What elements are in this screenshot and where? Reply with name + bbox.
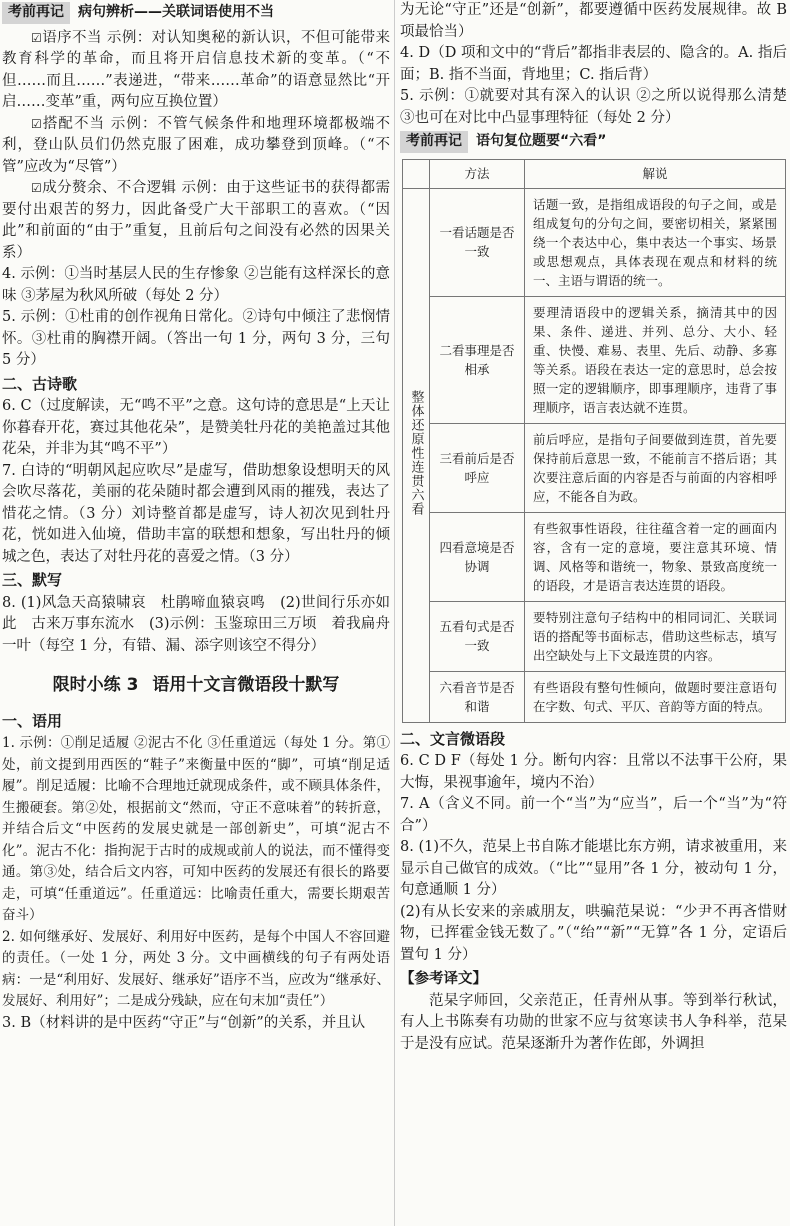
section-heading: 一、语用 — [2, 711, 63, 730]
answer-y3: 3. B（材料讲的是中医药“守正”与“创新”的关系，并且认 — [2, 1014, 366, 1031]
answer-y4: 4. D（D 项和文中的“背后”都指非表层的、隐含的。A. 指后面；B. 指不当面，背地里；C. 指后背） — [400, 45, 787, 83]
table-desc: 要特别注意句子结构中的相同词汇、关联词语的搭配等书面标志，借助这些标志，填写出空缺处与上下文最连贯的内容。 — [525, 601, 786, 671]
answer-y1: 1. 示例：①削足适履 ②泥古不化 ③任重道远（每处 1 分。第①处，前文提到用西医的“鞋子”来衡量中医的“脚”，可填“削足适履”。削足适履：比喻不合理地迁就现成条件，或不顾具体条件，生搬硬套。第②处，根据前文“然而，守正不意味着”的转折意，并结合后文“中医药的发展史就是一部创新史”，可填“泥古不化”。泥古不化：指拘泥于古时的成规或前人的说法，而不懂得变通。第③处，结合后文内容，可知中医药的发展还有很长的路要走，可填“任重道远”。任重道远：比喻责任重大，需要长期艰苦奋斗） — [2, 735, 390, 923]
section-heading: 三、默写 — [2, 571, 63, 589]
review-tag: 考前再记 — [2, 2, 70, 24]
table-row — [403, 671, 786, 722]
reference-translation-title: 【参考译文】 — [400, 971, 487, 987]
table-desc: 话题一致，是指组成语段的句子之间，或是组成复句的分句之间，要密切相关，紧紧围绕一个表达中心，集中表达一个事实、场景或思想观点，具体表现在观点和材料的统一、主语与谓语的统一。 — [525, 188, 786, 296]
section-heading: 二、文言微语段 — [400, 729, 506, 748]
error-type-item: ☑语序不当 示例：对认知奥秘的新认识，不但可能带来教育科学的革命，而且将开启信息技术新的变革。（“不但……而且……”表递进，“带来……革命”的语意显然比“开启……变革”重，两句应互换位置） — [2, 29, 390, 110]
table-row — [403, 188, 786, 296]
checkbox-icon: ☑ — [31, 30, 42, 45]
table-row — [403, 423, 786, 512]
table-desc: 要理清语段中的逻辑关系，摘清其中的因果、条件、递进、并列、总分、大小、轻重、快慢、难易、表里、先后、动静、多寡等关系。语段在表达一定的意思时，总会按照一定的逻辑顺序，即事理顺序，违背了事理顺序，语言表达就不连贯。 — [525, 296, 786, 423]
right-column — [400, 0, 787, 1055]
practice-title: 限时小练 3 语用十文言微语段十默写 — [52, 675, 340, 695]
review-title: 病句辨析——关联词语使用不当 — [78, 4, 274, 20]
section-heading: 二、古诗歌 — [2, 374, 78, 393]
answer-w6: 6. C D F（每处 1 分。断句内容：且常以不法事干公府，果大悔，果视事逾年，境内不治） — [400, 753, 787, 791]
answer-5: 5. 示例：①杜甫的创作视角日常化。②诗句中倾注了悲悯情怀。③杜甫的胸襟开阔。（答出一句 1 分，两句 3 分，三句 5 分） — [2, 309, 390, 368]
review-title: 语句复位题要“六看” — [476, 133, 607, 149]
answer-w8-1: 8. (1)不久，范杲上书自陈才能堪比东方朔，请求被重用，来显示自己做官的成效。（“比”“显用”各 1 分，被动句 1 分，句意通顺 1 分） — [400, 839, 787, 898]
table-method: 四看意境是否协调 — [430, 512, 525, 601]
checkbox-icon: ☑ — [31, 116, 42, 131]
table-row — [403, 512, 786, 601]
table-method: 六看音节是否和谐 — [430, 671, 525, 722]
table-desc: 有些叙事性语段，往往蕴含着一定的画面内容，含有一定的意境，要注意其环境、情调、风格等和谐统一，物象、景致高度统一的语段，才是语言表达连贯的语段。 — [525, 512, 786, 601]
table-header-blank — [403, 159, 430, 188]
answer-y2: 2. 如何继承好、发展好、利用好中医药，是每个中国人不容回避的责任。（一处 1 分，两处 3 分。文中画横线的句子有两处语病：一是“利用好、发展好、继承好”语序不当，应改为“继承好、发展好、利用好”；二是成分残缺，应在句末加“责任”） — [2, 928, 390, 1009]
table-header: 解说 — [525, 159, 786, 188]
answer-6: 6. C（过度解读，无“鸣不平”之意。这句诗的意思是“上天让你暮春开花，赛过其他花朵”，是赞美牡丹花的美艳盖过其他花朵，并非为其“鸣不平”） — [2, 398, 390, 457]
checkbox-icon: ☑ — [31, 181, 42, 195]
review-tag: 考前再记 — [400, 131, 468, 153]
table-row — [403, 601, 786, 671]
six-checks-table — [402, 159, 786, 723]
reference-translation: 范杲字师回，父亲范正，任青州从事。等到举行秋试，有人上书陈奏有功勋的世家不应与贫寒读书人争科举，范杲于是没有应试。范杲逐渐升为著作佐郎，外调担 — [400, 992, 787, 1052]
column-divider — [394, 0, 395, 1226]
answer-w8-2: (2)有从长安来的亲戚朋友，哄骗范杲说：“少尹不再吝惜财物，已挥霍金钱无数了。”（“绐”“新”“无算”各 1 分，定语后置句 1 分） — [400, 903, 787, 963]
error-type-item: ☑搭配不当 示例：不管气候条件和地理环境都极端不利，登山队员们仍然克服了困难，成功攀登到顶峰。（“不管”应改为“尽管”） — [2, 115, 391, 175]
table-method: 五看句式是否一致 — [430, 601, 525, 671]
answer-y3-continued: 为无论“守正”还是“创新”，都要遵循中医药发展规律。故 B 项最恰当） — [400, 2, 787, 40]
table-method: 二看事理是否相承 — [430, 296, 525, 423]
left-column — [2, 0, 390, 1034]
answer-4: 4. 示例：①当时基层人民的生存惨象 ②岂能有这样深长的意味 ③茅屋为秋风所破（每处 2 分） — [2, 266, 390, 304]
table-method: 三看前后是否呼应 — [430, 423, 525, 512]
table-group-label: 整体还原性连贯六看 — [403, 188, 430, 722]
table-desc: 有些语段有整句性倾向，做题时要注意语句在字数、句式、平仄、音韵等方面的特点。 — [525, 671, 786, 722]
error-type-item: ☑成分赘余、不合逻辑 示例：由于这些证书的获得都需要付出艰苦的努力，因此备受广大干部职工的喜欢。（“因此”和前面的“由于”重复，且前后句之间没有必然的因果关系） — [2, 180, 390, 261]
answer-8: 8. (1)风急天高猿啸哀 杜鹃啼血猿哀鸣 (2)世间行乐亦如此 古来万事东流水 (3)示例：玉鉴琼田三万顷 着我扁舟一叶（每空 1 分，有错、漏、添字则该空不得分） — [2, 594, 390, 654]
review-banner — [2, 2, 390, 24]
table-method: 一看话题是否一致 — [430, 188, 525, 296]
answer-y5: 5. 示例：①就要对其有深入的认识 ②之所以说得那么清楚 ③也可在对比中凸显事理特征（每处 2 分） — [400, 88, 787, 126]
table-row — [403, 296, 786, 423]
table-header-row — [403, 159, 786, 188]
answer-w7: 7. A（含义不同。前一个“当”为“应当”，后一个“当”为“符合”） — [400, 796, 787, 834]
review-banner — [400, 131, 787, 153]
answer-7: 7. 白诗的“明朝风起应吹尽”是虚写，借助想象设想明天的风会吹尽落花，美丽的花朵随时都会遭到风雨的摧残，表达了惜花之情。（3 分）刘诗整首都是虚写，诗人初次见到牡丹花，恍如进入仙境，借助丰富的联想和想象，写出牡丹的倾城之色，表达了对牡丹花的喜爱之情。（3 分） — [2, 462, 390, 565]
table-header: 方法 — [430, 159, 525, 188]
table-desc: 前后呼应，是指句子间要做到连贯，首先要保持前后意思一致，不能前言不搭后语；其次要注意后面的内容是否与前面的内容相呼应，不能各自为政。 — [525, 423, 786, 512]
